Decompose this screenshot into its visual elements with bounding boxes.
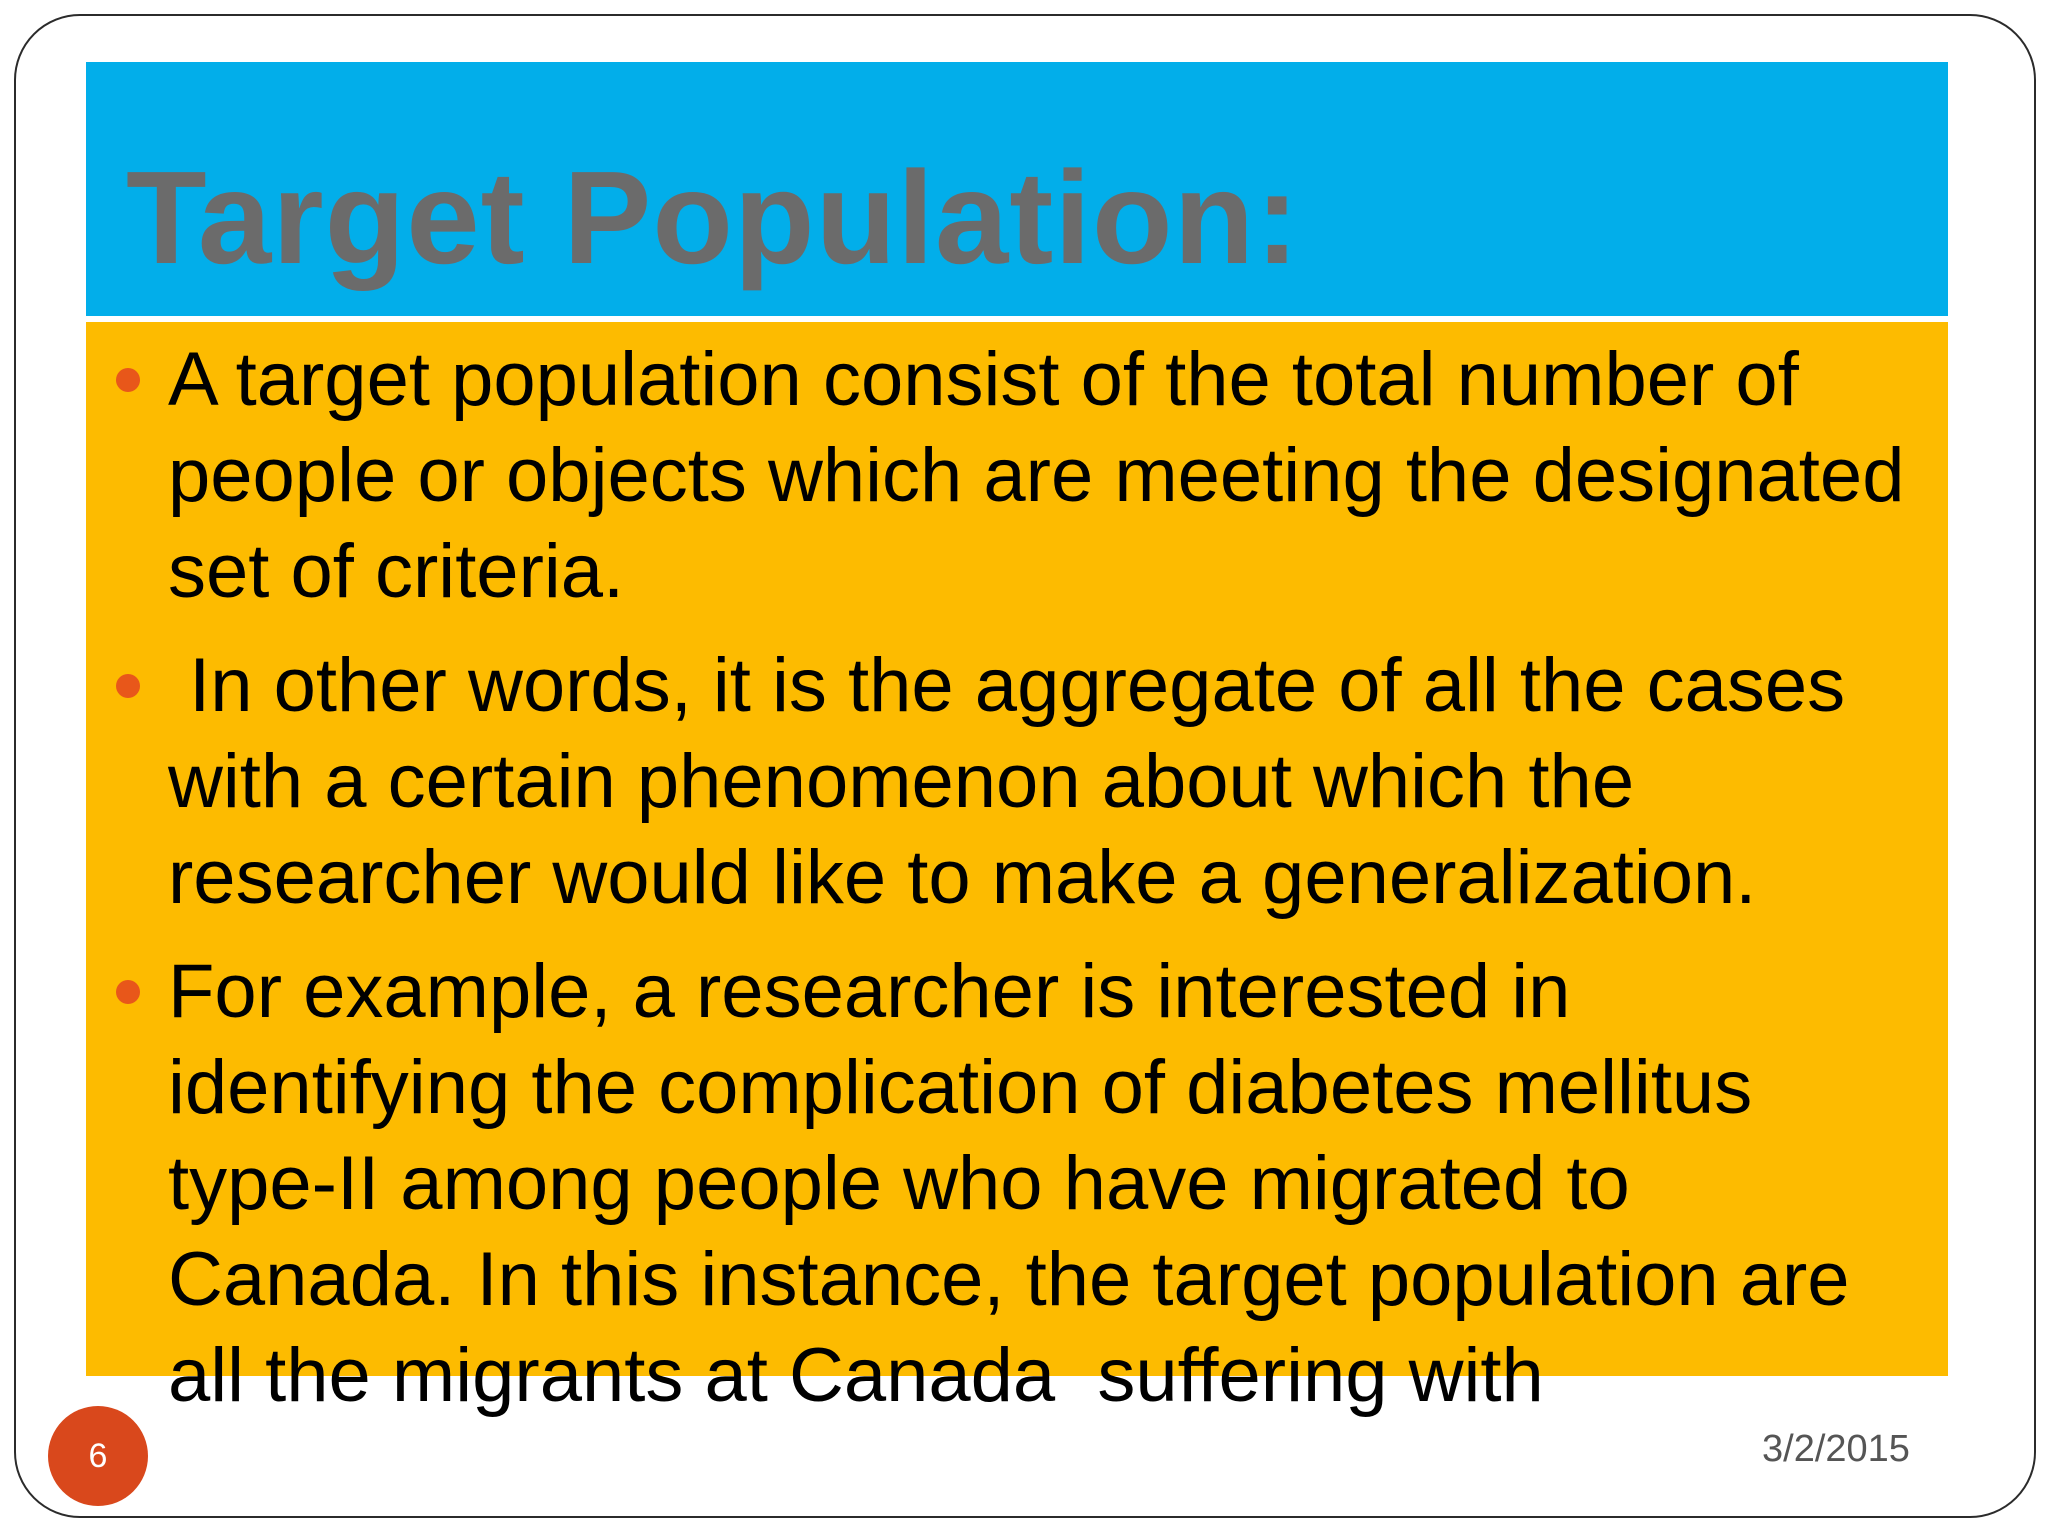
slide-date: 3/2/2015 <box>1762 1428 1910 1470</box>
bullet-dot-icon <box>116 368 140 392</box>
bullet-dot-icon <box>116 674 140 698</box>
bullet-item <box>16 944 2034 1424</box>
bullet-text: For example, a researcher is interested in identifying the complication of diabetes mellitus type-II among people who have migrated to Canada. In this instance, the target population are all the migrants at Canada suffering with <box>168 949 1871 1418</box>
bullet-list <box>16 332 2034 1516</box>
bullet-item <box>16 332 2034 620</box>
bullet-text: In other words, it is the aggregate of all the cases with a certain phenomenon about which the researcher would like to make a generalization. <box>168 643 1867 920</box>
bullet-text: A target population consist of the total number of people or objects which are meeting the designated set of criteria. <box>168 337 1905 614</box>
slide-number-badge: 6 <box>48 1406 148 1506</box>
slide <box>14 14 2036 1518</box>
title-bar <box>86 62 1948 316</box>
bullet-dot-icon <box>116 980 140 1004</box>
slide-title: Target Population: <box>126 144 1301 291</box>
bullet-item <box>16 638 2034 926</box>
